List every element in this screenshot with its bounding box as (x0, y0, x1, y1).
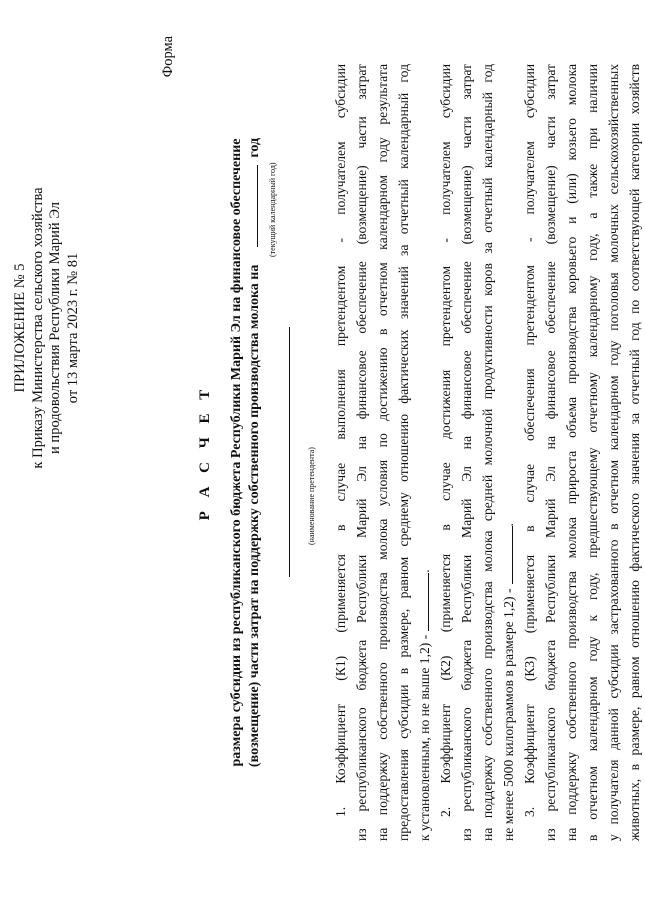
document-heading: Р А С Ч Е Т (197, 384, 213, 521)
k2-value-blank (512, 527, 513, 585)
p3-line-6: животных, в размере, равном отношению фактического значения за отчетный год по соответствующей категории хозяйств (627, 64, 642, 841)
p3-line-5: у получателя данной субсидии застрахованного в отчетном календарном году поголовья молочных сельскохозяйственных (606, 64, 621, 841)
p3-line-3: на поддержку собственного производства молока прироста объема производства коровьего и (или) козьего молока (564, 64, 579, 841)
p1-line-1: 1. Коэффициент (К1) (применяется в случае выполнения претендентом - получателем субсидии (333, 64, 348, 817)
title-line-2 (246, 40, 264, 865)
p1-line-3: на поддержку собственного производства молока условия по достижению в отчетном календарном году результата (375, 64, 390, 841)
p2-line-1: 2. Коэффициент (К2) (применяется в случае достижения претендентом - получателем субсидии (438, 64, 453, 817)
p1-line-5: к установленным, но не выше 1,2) -. (417, 569, 432, 841)
k1-value-blank (428, 573, 429, 631)
p3-line-4: в отчетном календарном году к году, предшествующему отчетному календарному году, а также при наличии (585, 64, 600, 841)
p2-line-3: на поддержку собственного производства молока средней молочной продуктивности коров за отчетный календарный год (480, 64, 495, 841)
year-hint: (текущий календарный год) (268, 162, 277, 257)
p1-line-2: из республиканского бюджета Республики Марий Эл на финансовое обеспечение (возмещение) части затрат (354, 64, 369, 841)
form-label: Форма (160, 36, 176, 78)
title-line-1: размера субсидии из республиканского бюджета Республики Марий Эл на финансовое обеспечение (229, 138, 244, 767)
p3-line-1: 3. Коэффициент (К3) (применяется в случае обеспечения претендентом - получателем субсидии (522, 64, 537, 817)
document-title (228, 40, 296, 865)
year-suffix: год (247, 137, 262, 158)
year-blank (257, 165, 258, 247)
p1-line-4: предоставления субсидии в размере, равном среднему отношению фактических значений за отчетный календарный год (396, 64, 411, 841)
p2-line-4-text: не менее 5000 килограммов в размере 1,2) - (501, 588, 516, 841)
appendix-date-line: от 13 марта 2023 г. № 81 (64, 252, 81, 404)
appendix-block (12, 178, 82, 478)
document-body (330, 64, 645, 841)
p1-line-5-text: к установленным, но не выше 1,2) - (417, 634, 432, 841)
p2-line-4: не менее 5000 килограммов в размере 1,2) -. (501, 523, 516, 841)
title-line-2-text: (возмещение) части затрат на поддержку собственного производства молока на (247, 264, 262, 768)
appendix-ministry-line: и продовольствия Республики Марий Эл (47, 202, 63, 454)
p3-line-2: из республиканского бюджета Республики Марий Эл на финансовое обеспечение (возмещение) части затрат (543, 64, 558, 841)
appendix-number: ПРИЛОЖЕНИЕ № 5 (12, 263, 28, 393)
applicant-blank (289, 328, 290, 578)
appendix-order-line: к Приказу Министерства сельского хозяйства (29, 187, 46, 469)
p2-line-2: из республиканского бюджета Республики Марий Эл на финансовое обеспечение (возмещение) части затрат (459, 64, 474, 841)
applicant-hint: (наименование претендента) (307, 447, 316, 545)
applicant-blank-line (278, 40, 296, 865)
